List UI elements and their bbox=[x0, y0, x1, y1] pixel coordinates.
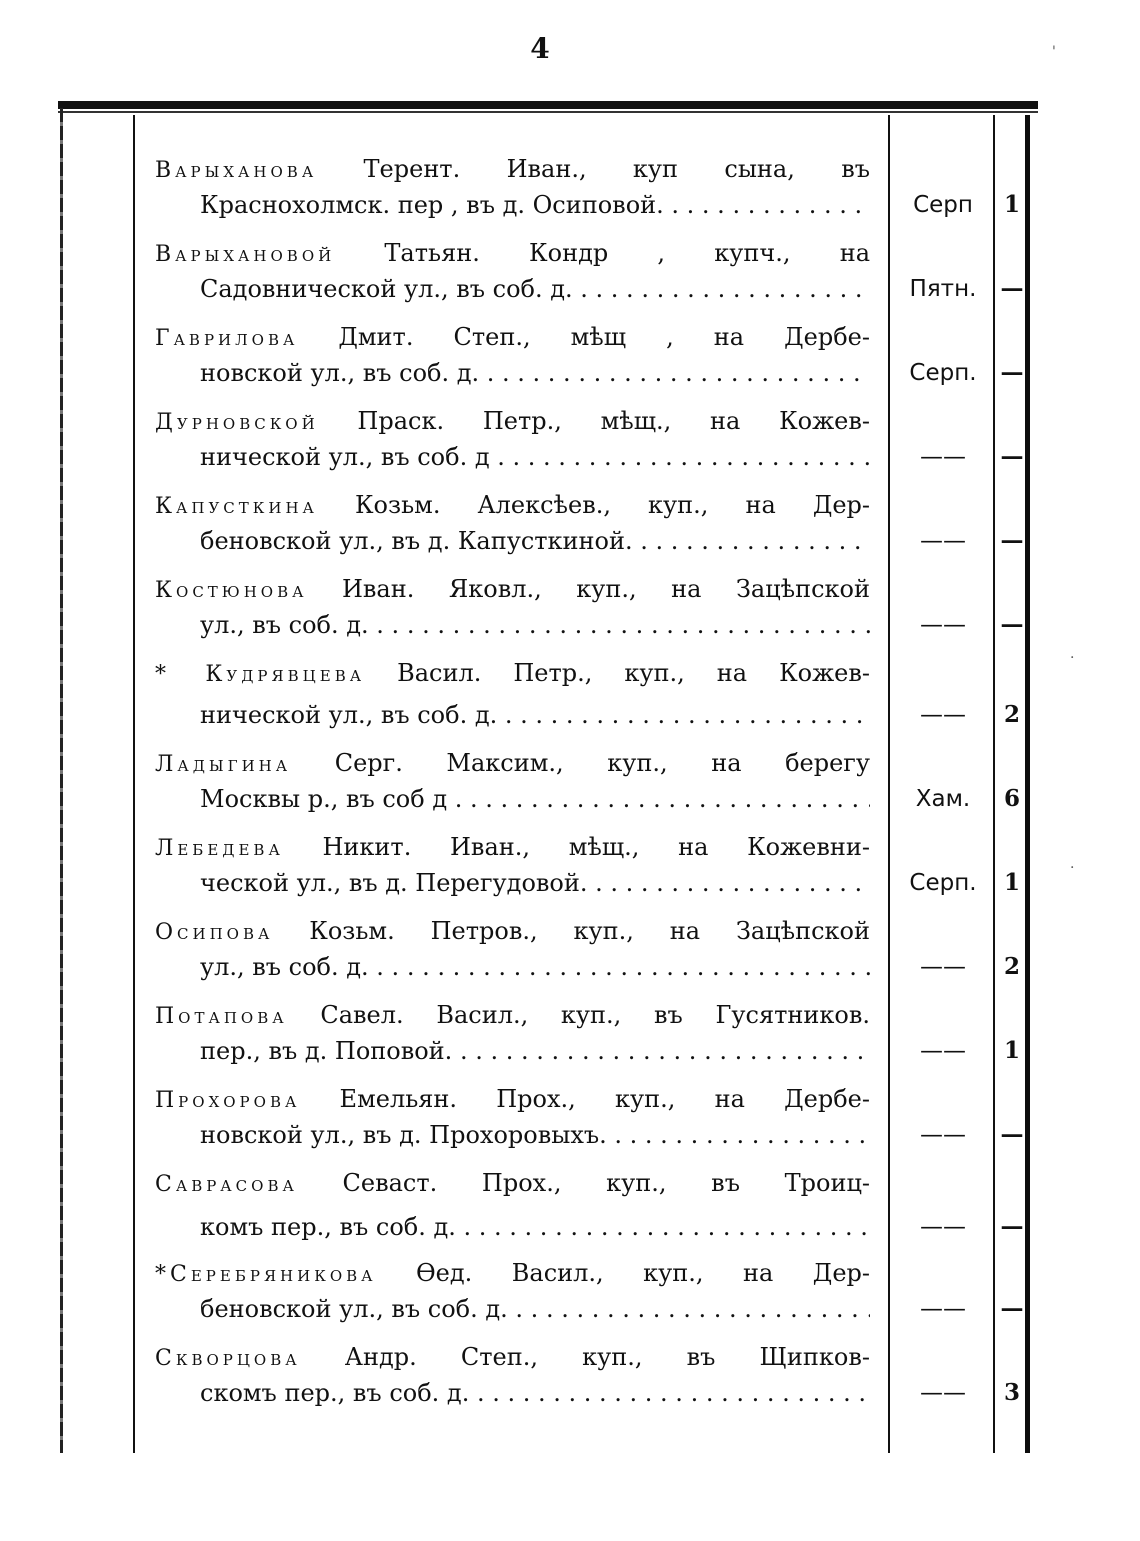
entry-quarter: 1 bbox=[1003, 869, 1020, 896]
entry-line-2 bbox=[155, 274, 870, 304]
entry-details: Севаст. Прох., куп., въ Троиц- bbox=[297, 1169, 870, 1197]
entry-surname: Осипова bbox=[155, 920, 274, 945]
entry-surname: Ладыгина bbox=[155, 752, 292, 777]
entry-line-2 bbox=[155, 868, 870, 898]
entry-surname: Дурновской bbox=[155, 410, 319, 435]
entry-quarter: 3 bbox=[1003, 1379, 1020, 1406]
entry-district: —— bbox=[920, 1296, 966, 1322]
entry-details: Иван. Яковл., куп., на Зацѣпской bbox=[307, 575, 870, 603]
entry-details: Козьм. Петров., куп., на Зацѣпской bbox=[273, 917, 870, 945]
entry-details: Емельян. Прох., куп., на Дербе- bbox=[300, 1085, 870, 1113]
entry-quarter: — bbox=[1000, 1295, 1024, 1322]
left-border bbox=[60, 108, 63, 1453]
entry-details: Терент. Иван., куп сына, въ bbox=[317, 155, 870, 183]
entry-line-2 bbox=[155, 1036, 870, 1066]
entry-district: Пятн. bbox=[909, 276, 977, 302]
list-item bbox=[155, 1080, 1033, 1164]
entry-quarter: 1 bbox=[1003, 191, 1020, 218]
entry-surname: Варыханова bbox=[155, 158, 318, 183]
entry-line-2 bbox=[155, 784, 870, 814]
entry-details: Никит. Иван., мѣщ., на Кожевни- bbox=[283, 833, 870, 861]
entry-district: —— bbox=[920, 444, 966, 470]
entry-district: —— bbox=[920, 1214, 966, 1240]
entry-details: Праск. Петр., мѣщ., на Кожев- bbox=[318, 407, 870, 435]
entry-line-2 bbox=[155, 610, 870, 640]
entry-line-1 bbox=[155, 1342, 870, 1374]
entry-district: —— bbox=[920, 702, 966, 728]
entry-address: ул., въ соб. д. . . . bbox=[200, 953, 870, 981]
entry-line-2 bbox=[155, 1294, 870, 1324]
list-item bbox=[155, 828, 1033, 912]
entry-surname: Потапова bbox=[155, 1004, 288, 1029]
list-item bbox=[155, 1164, 1033, 1254]
entry-details: Козьм. Алексѣев., куп., на Дер- bbox=[317, 491, 870, 519]
entry-line-2 bbox=[155, 1378, 870, 1408]
entry-line-2 bbox=[155, 190, 870, 220]
entry-line-1 bbox=[155, 748, 870, 780]
entry-address: новской ул., въ д. Прохоровыхъ. . . . bbox=[200, 1121, 870, 1149]
entry-district: —— bbox=[920, 1038, 966, 1064]
entry-address: комъ пер., въ соб. д. . . . bbox=[200, 1213, 870, 1241]
entry-address: Краснохолмск. пер , въ д. Осиповой. . . . bbox=[200, 191, 870, 219]
entry-surname: Варыхановой bbox=[155, 242, 336, 267]
entry-surname: * Кудрявцева bbox=[155, 662, 366, 687]
entry-quarter: — bbox=[1000, 359, 1024, 386]
entry-address: нической ул., въ соб. д. . . . bbox=[200, 701, 870, 729]
list-item bbox=[155, 1254, 1033, 1338]
entry-address: нической ул., въ соб. д . . . bbox=[200, 443, 870, 471]
entry-line-1 bbox=[155, 658, 870, 690]
entry-line-2 bbox=[155, 700, 870, 730]
list-item bbox=[155, 234, 1033, 318]
entry-address: беновской ул., въ д. Капусткиной. . . . bbox=[200, 527, 870, 555]
entry-address: ул., въ соб. д. . . . bbox=[200, 611, 870, 639]
list-item bbox=[155, 402, 1033, 486]
entry-quarter: — bbox=[1000, 275, 1024, 302]
entry-district: Серп. bbox=[909, 870, 977, 896]
entry-address: новской ул., въ соб. д. . . . bbox=[200, 359, 870, 387]
entry-quarter: — bbox=[1000, 611, 1024, 638]
entry-quarter: 6 bbox=[1003, 785, 1020, 812]
entry-line-1 bbox=[155, 322, 870, 354]
entry-details: Васил. Петр., куп., на Кожев- bbox=[365, 659, 870, 687]
entry-details: Дмит. Степ., мѣщ , на Дербе- bbox=[298, 323, 870, 351]
entry-district: —— bbox=[920, 954, 966, 980]
entry-details: Татьян. Кондр , купч., на bbox=[335, 239, 870, 267]
entry-address: Москвы р., въ соб д . . . . bbox=[200, 785, 870, 813]
entry-line-2 bbox=[155, 442, 870, 472]
entry-line-1 bbox=[155, 1000, 870, 1032]
column-rule-left bbox=[133, 115, 135, 1453]
list-item bbox=[155, 1338, 1033, 1422]
list-item bbox=[155, 654, 1033, 744]
entry-district: —— bbox=[920, 612, 966, 638]
list-item bbox=[155, 912, 1033, 996]
entry-surname: Саврасова bbox=[155, 1172, 298, 1197]
entry-line-2 bbox=[155, 1212, 870, 1242]
entry-line-1 bbox=[155, 574, 870, 606]
stray-mark: ' bbox=[1052, 44, 1056, 60]
stray-mark: · bbox=[1070, 860, 1075, 876]
top-rule-thin bbox=[58, 111, 1038, 113]
entry-line-2 bbox=[155, 358, 870, 388]
entry-address: Садовнической ул., въ соб. д. . . . bbox=[200, 275, 870, 303]
entry-address: пер., въ д. Поповой. . . . bbox=[200, 1037, 870, 1065]
entry-surname: Костюнова bbox=[155, 578, 308, 603]
entry-quarter: — bbox=[1000, 527, 1024, 554]
entry-address: ческой ул., въ д. Перегудовой. . . . bbox=[200, 869, 870, 897]
entry-district: —— bbox=[920, 528, 966, 554]
entry-surname: Прохорова bbox=[155, 1088, 301, 1113]
entry-district: —— bbox=[920, 1122, 966, 1148]
entry-quarter: — bbox=[1000, 443, 1024, 470]
entry-line-2 bbox=[155, 526, 870, 556]
entry-line-2 bbox=[155, 1120, 870, 1150]
entry-quarter: — bbox=[1000, 1121, 1024, 1148]
entry-details: Савел. Васил., куп., въ Гусятников. bbox=[287, 1001, 870, 1029]
entry-surname: Капусткина bbox=[155, 494, 318, 519]
stray-mark: · bbox=[1070, 650, 1075, 666]
entry-line-1 bbox=[155, 832, 870, 864]
entry-address: беновской ул., въ соб. д. . . . bbox=[200, 1295, 870, 1323]
list-item bbox=[155, 570, 1033, 654]
entry-line-1 bbox=[155, 1168, 870, 1200]
entry-district: Хам. bbox=[915, 786, 971, 812]
entry-district: Серп bbox=[913, 192, 973, 218]
entry-line-1 bbox=[155, 1258, 870, 1290]
entry-details: Серг. Максим., куп., на берегу bbox=[291, 749, 870, 777]
entry-line-1 bbox=[155, 406, 870, 438]
entry-surname: Гаврилова bbox=[155, 326, 299, 351]
entry-line-1 bbox=[155, 916, 870, 948]
entry-quarter: 2 bbox=[1003, 701, 1020, 728]
list-item bbox=[155, 318, 1033, 402]
entry-quarter: 2 bbox=[1003, 953, 1020, 980]
entry-line-1 bbox=[155, 154, 870, 186]
entry-line-2 bbox=[155, 952, 870, 982]
entry-address: скомъ пер., въ соб. д. . . . bbox=[200, 1379, 870, 1407]
entry-surname: Лебедева bbox=[155, 836, 284, 861]
entry-district: —— bbox=[920, 1380, 966, 1406]
entry-quarter: 1 bbox=[1003, 1037, 1020, 1064]
entry-surname: Скворцова bbox=[155, 1346, 301, 1371]
list-item bbox=[155, 486, 1033, 570]
list-item bbox=[155, 996, 1033, 1080]
entry-line-1 bbox=[155, 238, 870, 270]
entry-line-1 bbox=[155, 1084, 870, 1116]
entry-surname: *Серебряникова bbox=[155, 1262, 377, 1287]
entry-line-1 bbox=[155, 490, 870, 522]
entry-details: Ѳед. Васил., куп., на Дер- bbox=[376, 1259, 870, 1287]
entry-details: Андр. Степ., куп., въ Щипков- bbox=[300, 1343, 870, 1371]
entry-quarter: — bbox=[1000, 1213, 1024, 1240]
top-rule bbox=[58, 101, 1038, 109]
entry-district: Серп. bbox=[909, 360, 977, 386]
entry-list bbox=[155, 150, 1033, 1422]
list-item bbox=[155, 744, 1033, 828]
list-item bbox=[155, 150, 1033, 234]
page-number: 4 bbox=[530, 32, 550, 65]
